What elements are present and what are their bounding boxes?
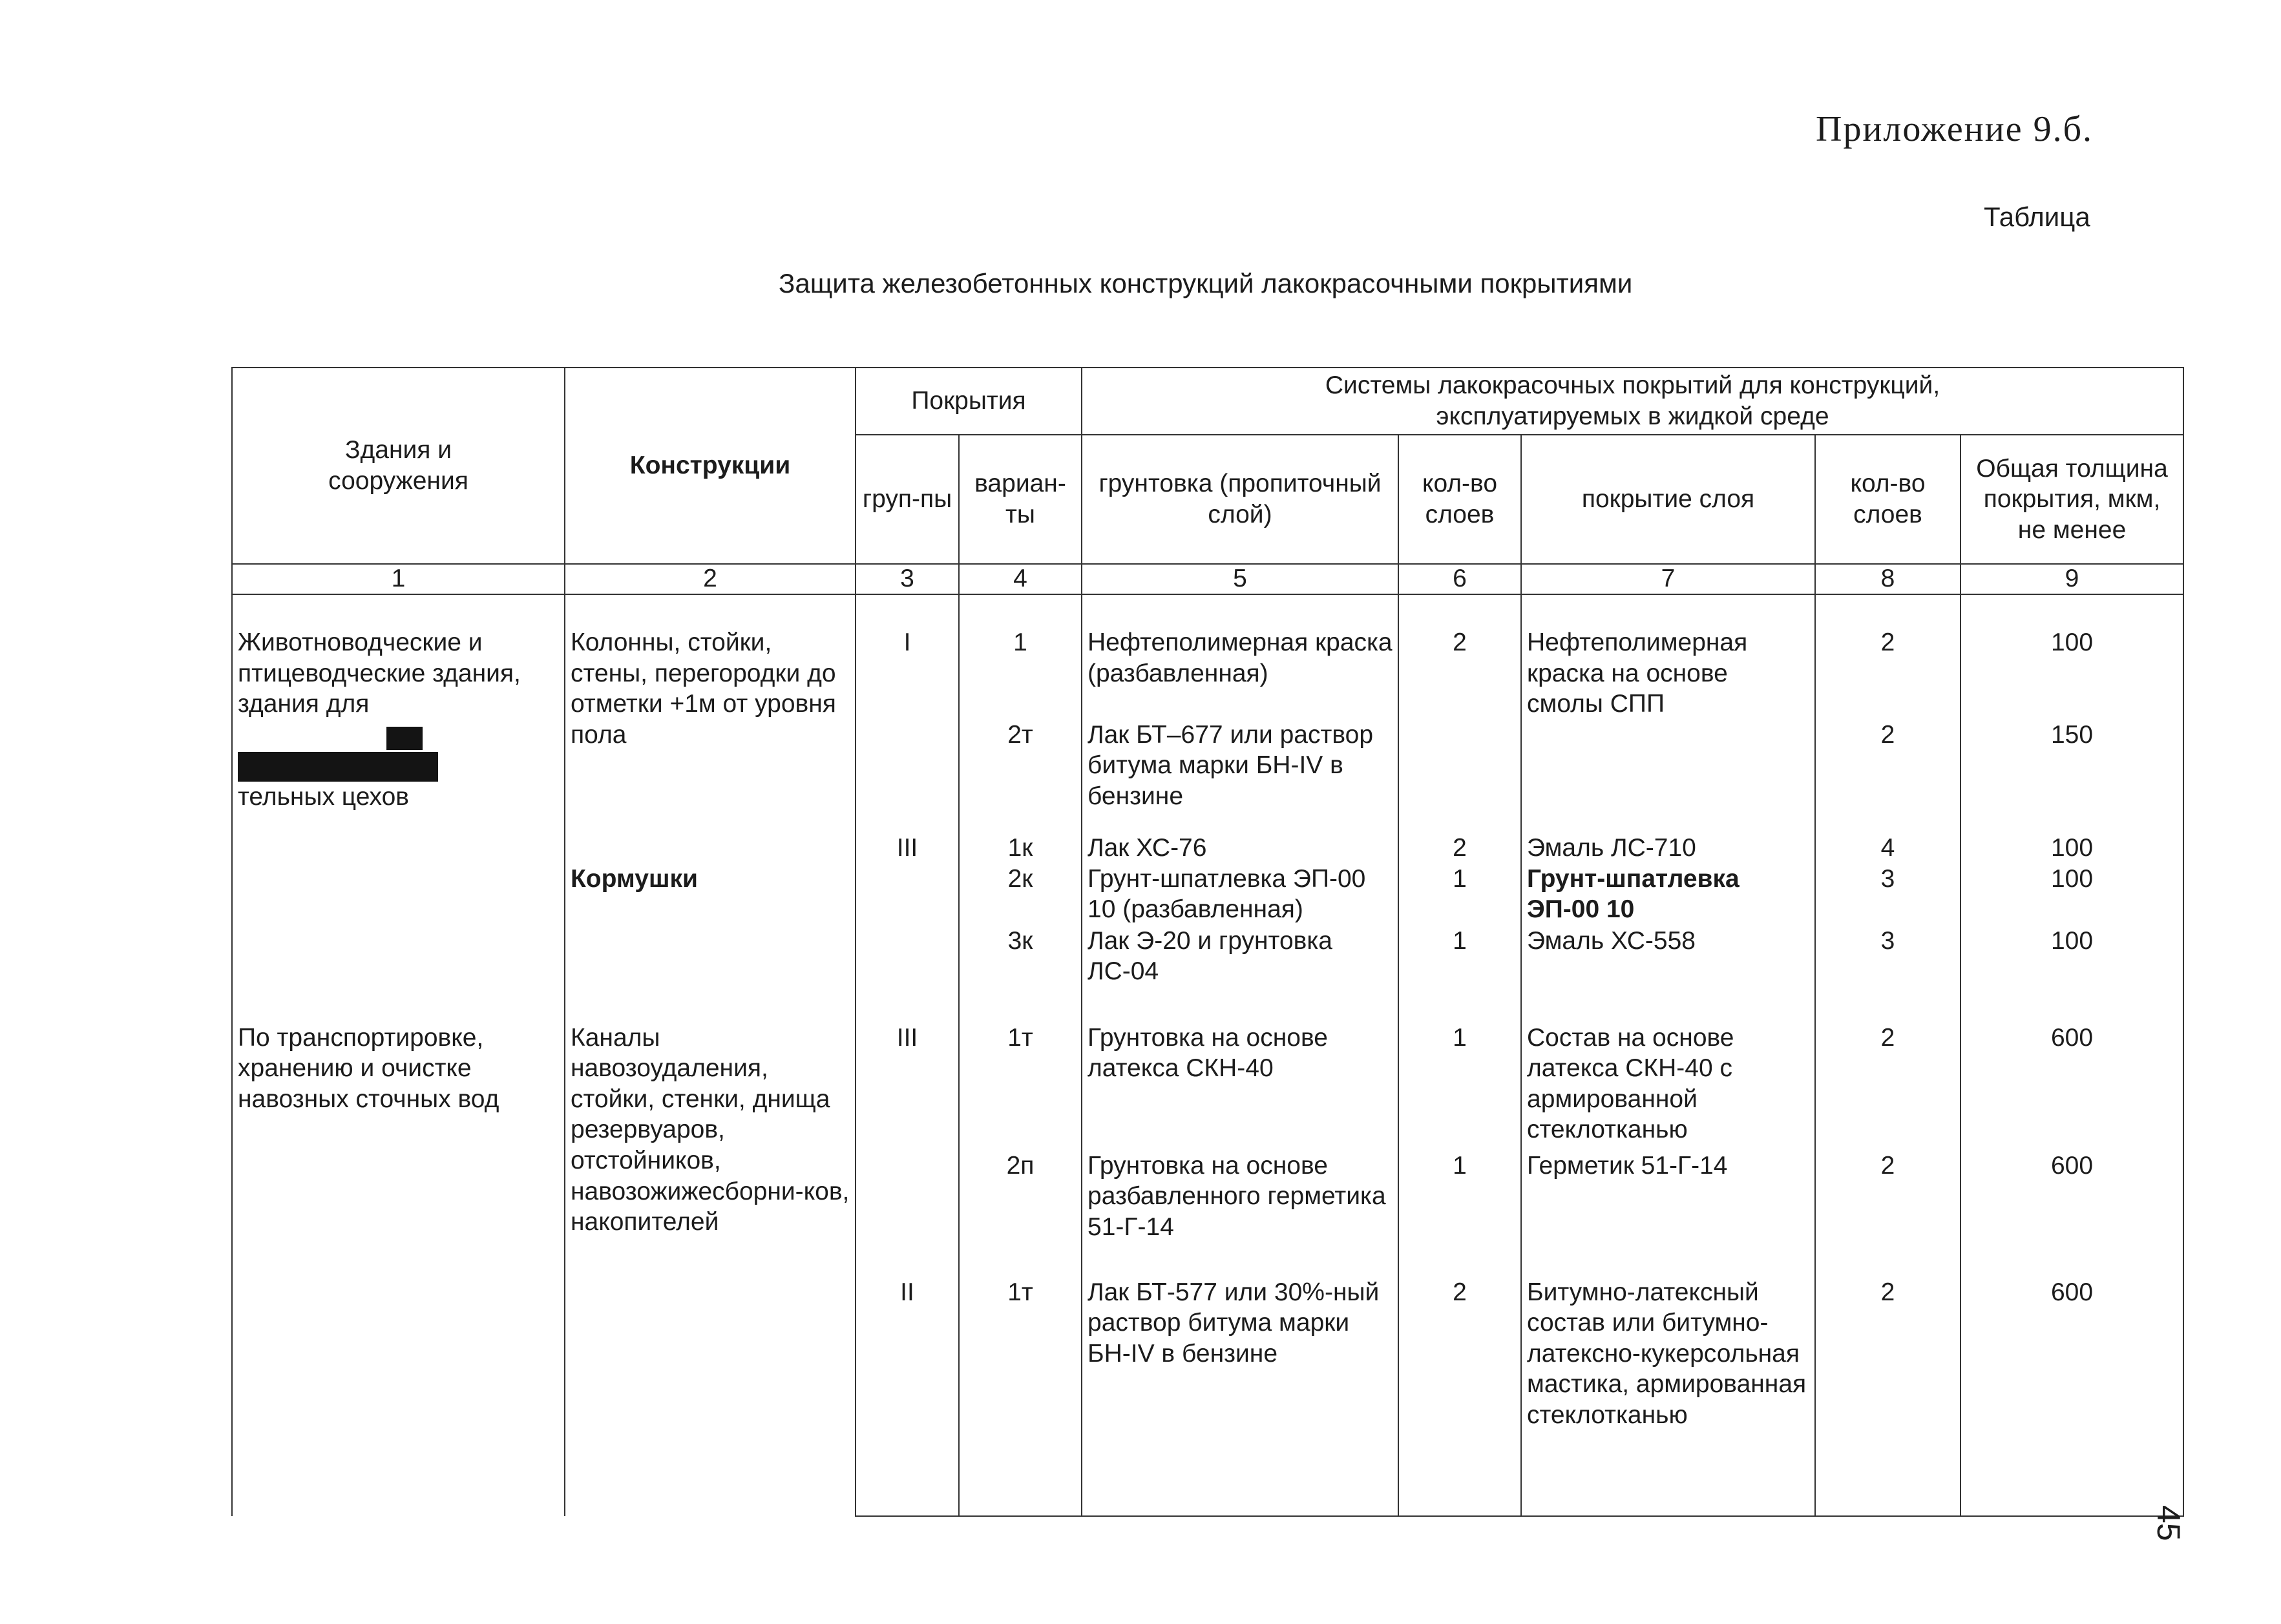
thickness-value: 600 — [1960, 1023, 2183, 1150]
header-cover-layer: покрытие слоя — [1521, 435, 1815, 564]
group-value: III — [856, 833, 959, 1023]
col-number: 7 — [1521, 564, 1815, 594]
cover-value: Состав на основе латекса СКН-40 с армированной стеклотканью — [1521, 1023, 1815, 1150]
layers-value: 1 — [1398, 1023, 1521, 1150]
building-text: Животноводческие и птицеводческие здания, здания для — [238, 628, 521, 718]
page-number: 45 — [2150, 1505, 2187, 1541]
building-empty — [232, 833, 565, 1023]
col-number: 2 — [565, 564, 856, 594]
group-value: I — [856, 594, 959, 833]
thickness-value: 100 — [1960, 864, 2183, 926]
group-value: III — [856, 1023, 959, 1277]
primer-value: Грунтовка на основе разбавленного герметика 51-Г-14 — [1082, 1150, 1398, 1277]
primer-value: Грунтовка на основе латекса СКН-40 — [1082, 1023, 1398, 1150]
thickness-value: 600 — [1960, 1150, 2183, 1277]
layers-value: 2 — [1815, 1150, 1960, 1277]
thickness-value: 600 — [1960, 1277, 2183, 1516]
structure-feeders: Кормушки — [565, 833, 856, 1023]
primer-value: Нефтеполимерная краска (разбавленная) — [1082, 594, 1398, 720]
layers-value: 2 — [1815, 1023, 1960, 1150]
variant-value: 3к — [959, 926, 1082, 1023]
building-manure: По транспортировке, хранению и очистке навозных сточных вод — [232, 1023, 565, 1516]
cover-value: Эмаль ЛС-710 — [1521, 833, 1815, 864]
variant-value: 1 — [959, 594, 1082, 720]
table-label: Таблица — [1984, 202, 2090, 232]
layers-value: 2 — [1398, 1277, 1521, 1516]
thickness-value: 100 — [1960, 833, 2183, 864]
header-variants: вариан-ты — [959, 435, 1082, 564]
col-number: 4 — [959, 564, 1082, 594]
coatings-table — [231, 367, 2184, 1517]
cover-value: Герметик 51-Г-14 — [1521, 1150, 1815, 1277]
col-number: 9 — [1960, 564, 2183, 594]
col-number: 1 — [232, 564, 565, 594]
layers-value: 1 — [1398, 1150, 1521, 1277]
primer-value: Лак ХС-76 — [1082, 833, 1398, 864]
col-number: 6 — [1398, 564, 1521, 594]
layers-value: 4 — [1815, 833, 1960, 864]
variant-value: 2к — [959, 864, 1082, 926]
header-groups: груп-пы — [856, 435, 959, 564]
layers-empty — [1398, 720, 1521, 833]
layers-value: 1 — [1398, 864, 1521, 926]
table-title: Защита железобетонных конструкций лакокрасочными покрытиями — [779, 268, 1633, 298]
layers-value: 2 — [1815, 1277, 1960, 1516]
header-count-layers-a: кол-во слоев — [1398, 435, 1521, 564]
variant-value: 2т — [959, 720, 1082, 833]
building-livestock — [232, 594, 565, 833]
primer-value: Лак Э-20 и грунтовка ЛС-04 — [1082, 926, 1398, 1023]
cover-value: Грунт-шпатлевка ЭП-00 10 — [1521, 864, 1815, 926]
thickness-value: 100 — [1960, 594, 2183, 720]
primer-value: Лак БТ-577 или 30%-ный раствор битума марки БН-IV в бензине — [1082, 1277, 1398, 1516]
thickness-value: 100 — [1960, 926, 2183, 1023]
structure-text: Колонны, стойки, стены, перегородки до отметки +1м от уровня пола — [565, 594, 856, 833]
header-coatings: Покрытия — [856, 368, 1082, 435]
appendix-label: Приложение 9.б. — [1816, 109, 2094, 149]
cover-value: Нефтеполимерная краска на основе смолы СПП — [1521, 594, 1815, 720]
header-buildings: Здания и сооружения — [232, 368, 565, 564]
col-number: 8 — [1815, 564, 1960, 594]
cover-empty — [1521, 720, 1815, 833]
variant-value: 1т — [959, 1277, 1082, 1516]
thickness-value: 150 — [1960, 720, 2183, 833]
redaction-mark — [386, 727, 423, 750]
layers-value: 2 — [1815, 720, 1960, 833]
structure-text: Каналы навозоудаления, стойки, стенки, днища резервуаров, отстойников, навозожижесборни-ков, накопителей — [565, 1023, 856, 1516]
header-systems: Системы лакокрасочных покрытий для конструкций, эксплуатируемых в жидкой среде — [1082, 368, 2183, 435]
primer-value: Лак БТ–677 или раствор битума марки БН-IV в бензине — [1082, 720, 1398, 833]
group-value: II — [856, 1277, 959, 1516]
cover-value: Эмаль ХС-558 — [1521, 926, 1815, 1023]
cover-value: Битумно-латексный состав или битумно-латексно-кукерсольная мастика, армированная стеклотканью — [1521, 1277, 1815, 1516]
col-number: 5 — [1082, 564, 1398, 594]
header-total-thickness: Общая толщина покрытия, мкм, не менее — [1960, 435, 2183, 564]
layers-value: 3 — [1815, 864, 1960, 926]
building-text-tail: тельных цехов — [238, 782, 410, 811]
layers-value: 3 — [1815, 926, 1960, 1023]
redaction-mark — [238, 752, 438, 782]
header-structures: Конструкции — [565, 368, 856, 564]
variant-value: 1к — [959, 833, 1082, 864]
layers-value: 1 — [1398, 926, 1521, 1023]
header-count-layers-b: кол-во слоев — [1815, 435, 1960, 564]
primer-value: Грунт-шпатлевка ЭП-00 10 (разбавленная) — [1082, 864, 1398, 926]
variant-value: 2п — [959, 1150, 1082, 1277]
col-number: 3 — [856, 564, 959, 594]
header-primer: грунтовка (пропиточный слой) — [1082, 435, 1398, 564]
variant-value: 1т — [959, 1023, 1082, 1150]
layers-value: 2 — [1815, 594, 1960, 720]
layers-value: 2 — [1398, 594, 1521, 720]
layers-value: 2 — [1398, 833, 1521, 864]
